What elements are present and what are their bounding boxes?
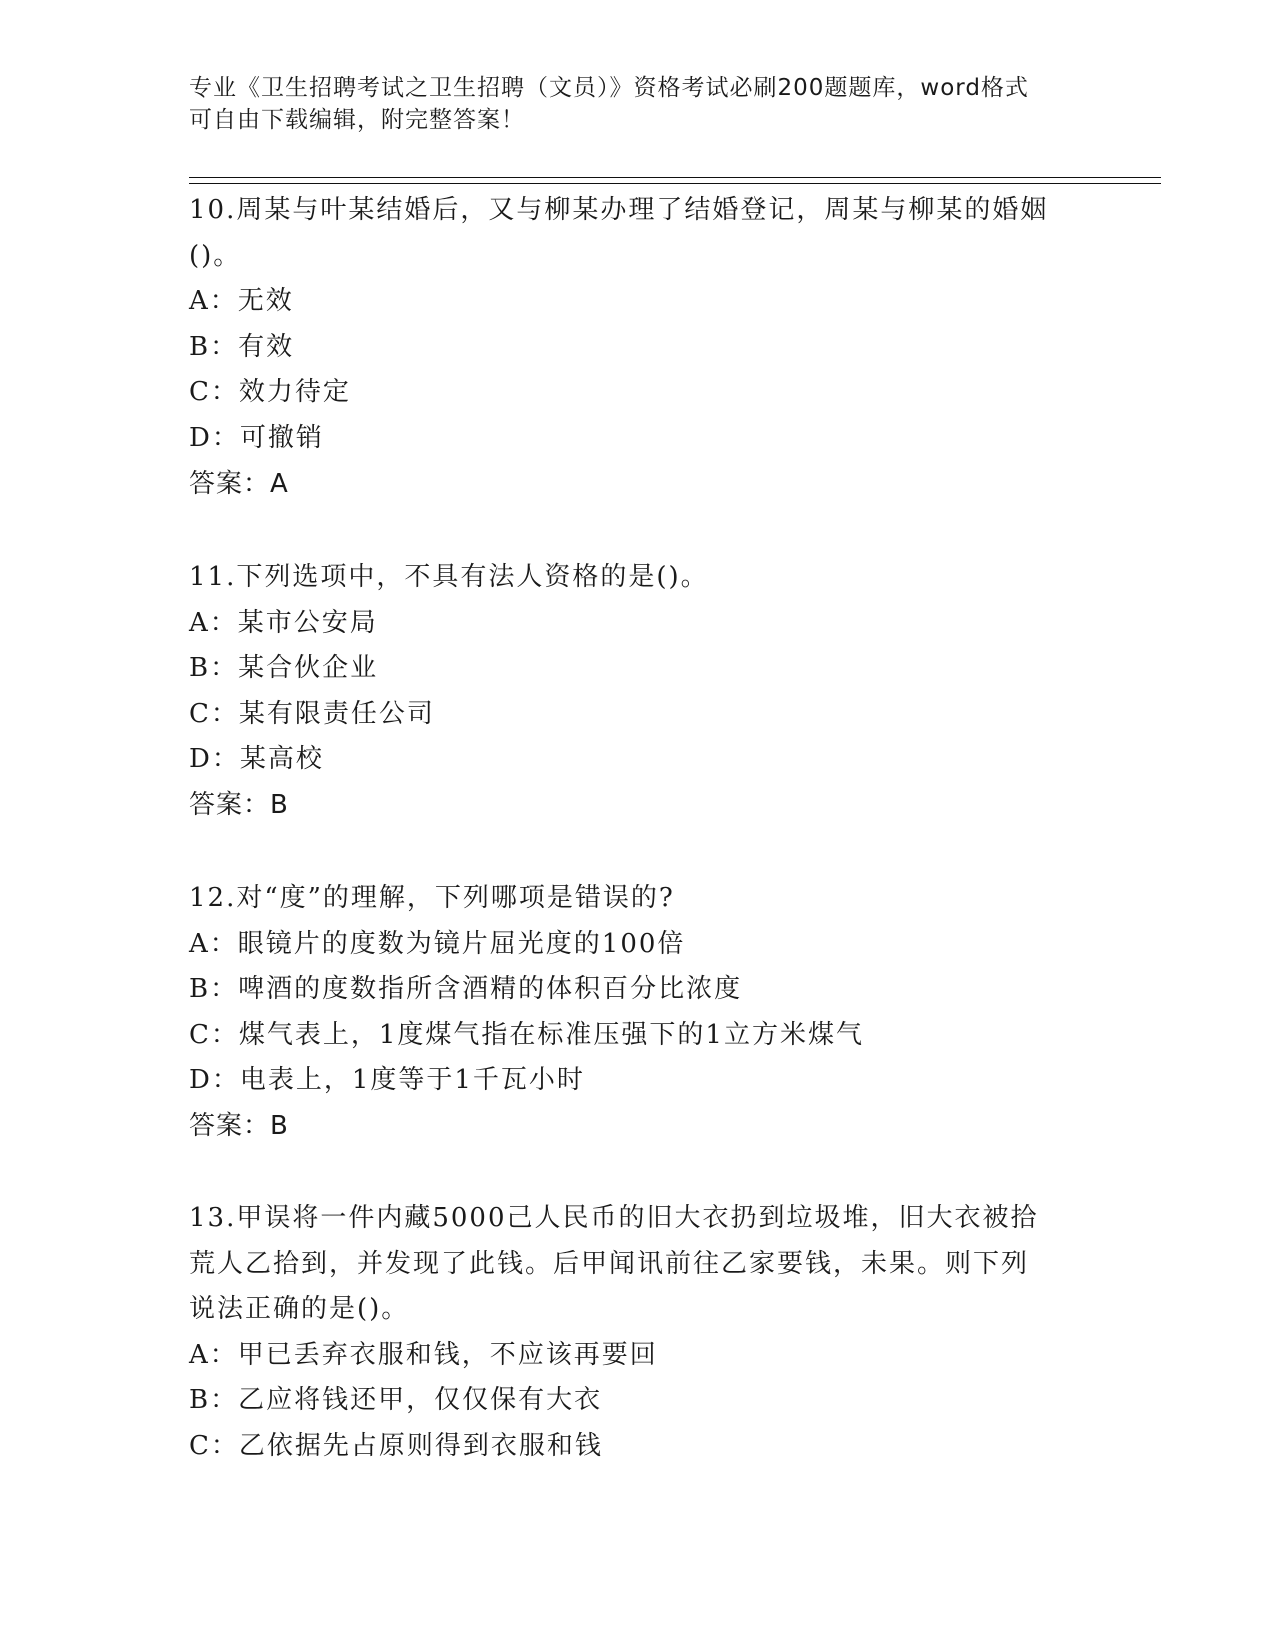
option-d: D：可撤销 — [189, 422, 324, 453]
option-b: B：啤酒的度数指所含酒精的体积百分比浓度 — [189, 974, 743, 1005]
answer: 答案：B — [189, 789, 289, 820]
question-stem: ()。 — [189, 240, 242, 271]
answer: 答案：B — [189, 1110, 289, 1141]
option-c: C：某有限责任公司 — [189, 698, 435, 729]
question-stem: 11.下列选项中，不具有法人资格的是()。 — [189, 562, 709, 592]
question-stem: 说法正确的是()。 — [189, 1294, 410, 1325]
option-c: C：乙依据先占原则得到衣服和钱 — [189, 1430, 603, 1461]
question-stem: 10.周某与叶某结婚后，又与柳某办理了结婚登记，周某与柳某的婚姻 — [189, 195, 1049, 225]
question-stem: 荒人乙拾到，并发现了此钱。后甲闻讯前往乙家要钱，未果。则下列 — [189, 1248, 1030, 1279]
option-c: C：煤气表上，1度煤气指在标准压强下的1立方米煤气 — [189, 1019, 864, 1050]
document-header — [189, 72, 1089, 136]
header-line-1: 专业《卫生招聘考试之卫生招聘（文员）》资格考试必刷200题题库，word格式 — [189, 75, 1029, 101]
option-d: D：某高校 — [189, 744, 324, 775]
question-10 — [189, 188, 1089, 507]
question-12 — [189, 876, 1089, 1150]
question-stem: 12.对“度”的理解，下列哪项是错误的? — [189, 883, 675, 913]
header-line-2: 可自由下载编辑，附完整答案！ — [189, 107, 525, 133]
option-a: A：眼镜片的度数为镜片屈光度的100倍 — [189, 928, 686, 959]
header-divider-top — [189, 177, 1161, 178]
question-stem: 13.甲误将一件内藏5000己人民币的旧大衣扔到垃圾堆，旧大衣被拾 — [189, 1203, 1039, 1233]
answer: 答案：A — [189, 468, 289, 499]
question-11 — [189, 555, 1089, 829]
option-d: D：电表上，1度等于1千瓦小时 — [189, 1065, 585, 1096]
option-b: B：有效 — [189, 331, 295, 362]
option-a: A：甲已丢弃衣服和钱，不应该再要回 — [189, 1339, 658, 1370]
question-13 — [189, 1196, 1089, 1470]
option-b: B：某合伙企业 — [189, 653, 379, 684]
option-a: A：某市公安局 — [189, 607, 378, 638]
option-b: B：乙应将钱还甲，仅仅保有大衣 — [189, 1385, 603, 1416]
option-a: A：无效 — [189, 286, 294, 317]
header-divider-bottom — [189, 183, 1161, 184]
option-c: C：效力待定 — [189, 377, 351, 408]
